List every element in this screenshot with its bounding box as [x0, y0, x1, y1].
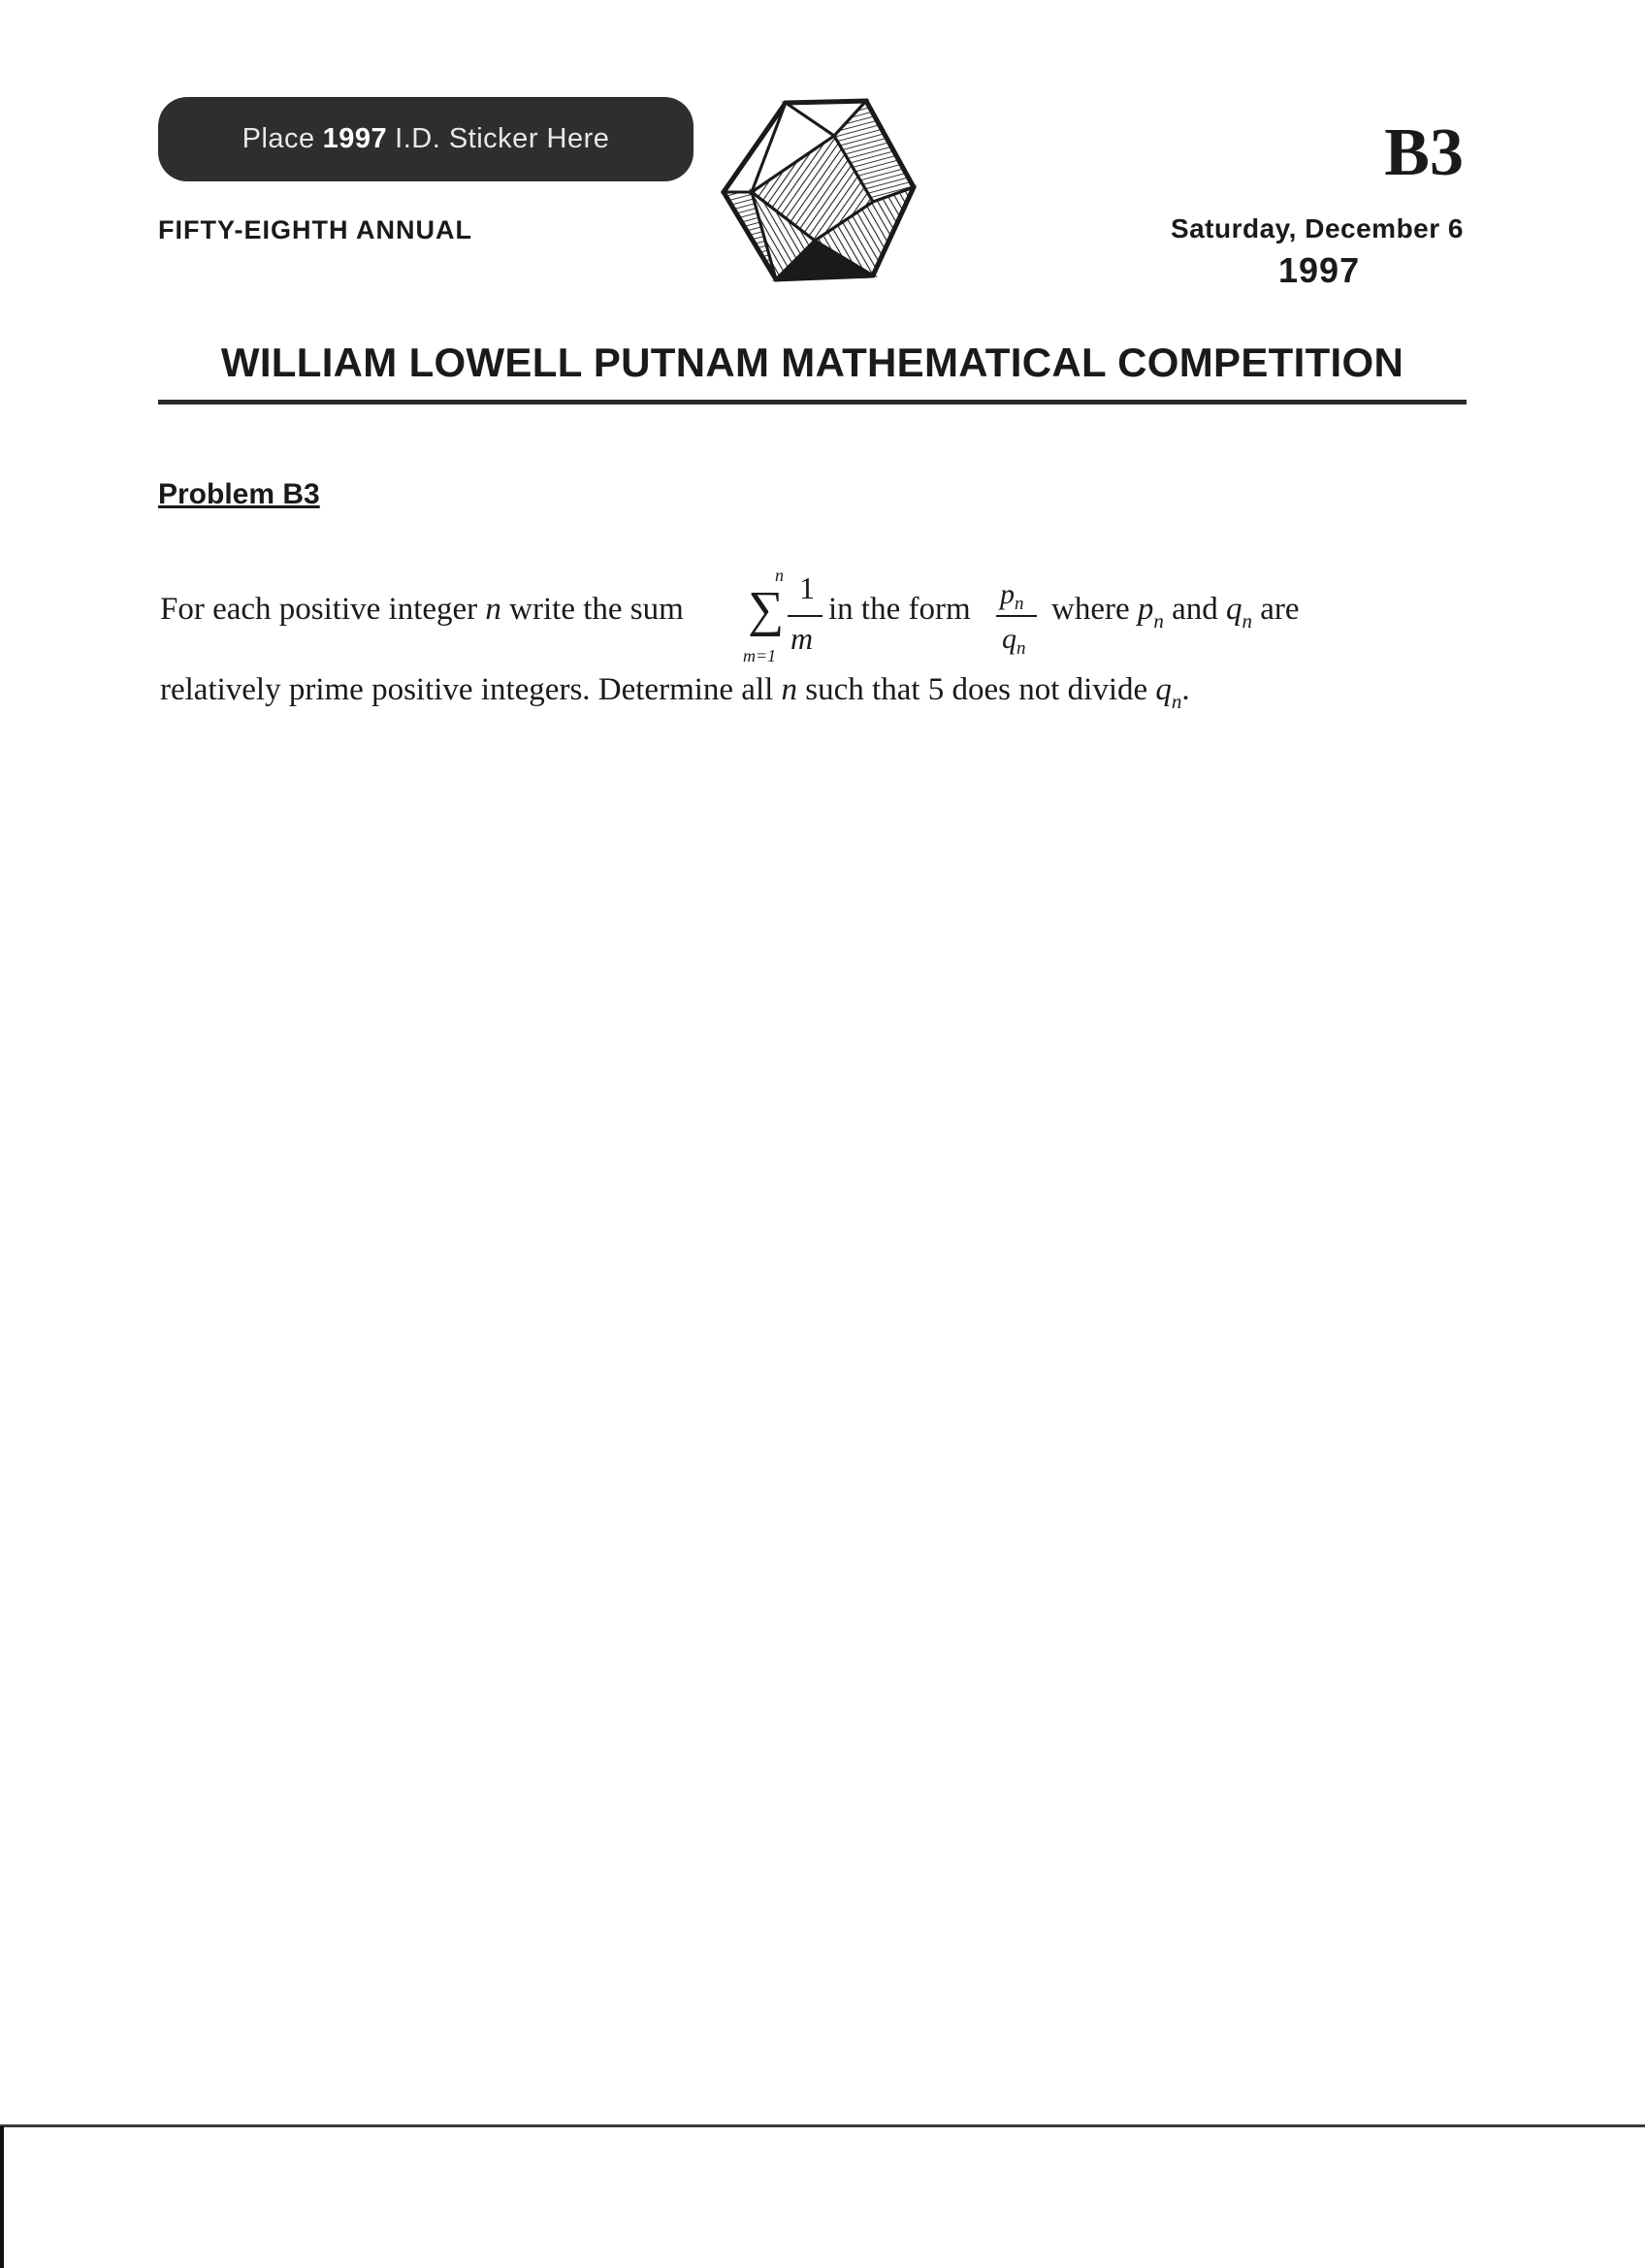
problem-heading: Problem B3 [158, 478, 320, 510]
sum-lower-limit: m=1 [743, 646, 777, 665]
text-run: where [1051, 592, 1130, 627]
summation-sign: ∑ [748, 582, 785, 637]
subscript-n: n [1016, 638, 1026, 659]
title-rule [158, 400, 1467, 405]
sum-upper-limit: n [775, 566, 784, 585]
polyhedron-logo-icon [708, 95, 921, 285]
variable-q: q [1226, 592, 1242, 627]
annual-label: FIFTY-EIGHTH ANNUAL [158, 215, 472, 244]
text-run: write the sum [509, 592, 684, 627]
exam-date: Saturday, December 6 [1170, 213, 1464, 243]
fraction-bar [996, 615, 1037, 617]
variable-p: p [1000, 578, 1015, 610]
problem-text-segment [160, 592, 684, 628]
problem-code: B3 [1384, 115, 1464, 190]
page-left-edge [0, 2126, 4, 2268]
text-run: . [1181, 672, 1190, 707]
competition-title: WILLIAM LOWELL PUTNAM MATHEMATICAL COMPETITION [220, 340, 1404, 385]
text-run: relatively prime positive integers. Determine all [160, 672, 774, 707]
problem-text-line-2 [160, 672, 1190, 713]
problem-text-segment: in the form [828, 592, 971, 627]
text-run: For each positive integer [160, 592, 478, 627]
fraction-numerator: 1 [799, 570, 815, 605]
fraction-p-n [1000, 578, 1024, 614]
problem-text-segment [1051, 592, 1300, 632]
fraction-denominator: m [790, 621, 814, 656]
text-run: are [1260, 592, 1300, 627]
variable-q: q [1155, 672, 1172, 707]
subscript-n: n [1153, 609, 1164, 632]
text-run: such that 5 does not divide [805, 672, 1148, 707]
sticker-suffix: I.D. Sticker Here [395, 123, 610, 154]
variable-p: p [1137, 592, 1154, 627]
variable-q: q [1002, 623, 1016, 655]
subscript-n: n [1171, 690, 1182, 713]
fraction-q-n [1002, 623, 1026, 659]
variable-n: n [781, 672, 798, 707]
fraction-bar [788, 615, 822, 617]
text-run: and [1172, 592, 1218, 627]
page-bottom-edge [0, 2124, 1645, 2127]
sticker-year: 1997 [322, 123, 388, 154]
id-sticker-placeholder [158, 97, 693, 181]
sticker-prefix: Place [242, 123, 315, 154]
variable-n: n [485, 592, 501, 627]
subscript-n: n [1242, 609, 1253, 632]
exam-year: 1997 [1278, 250, 1361, 290]
subscript-n: n [1015, 594, 1024, 614]
